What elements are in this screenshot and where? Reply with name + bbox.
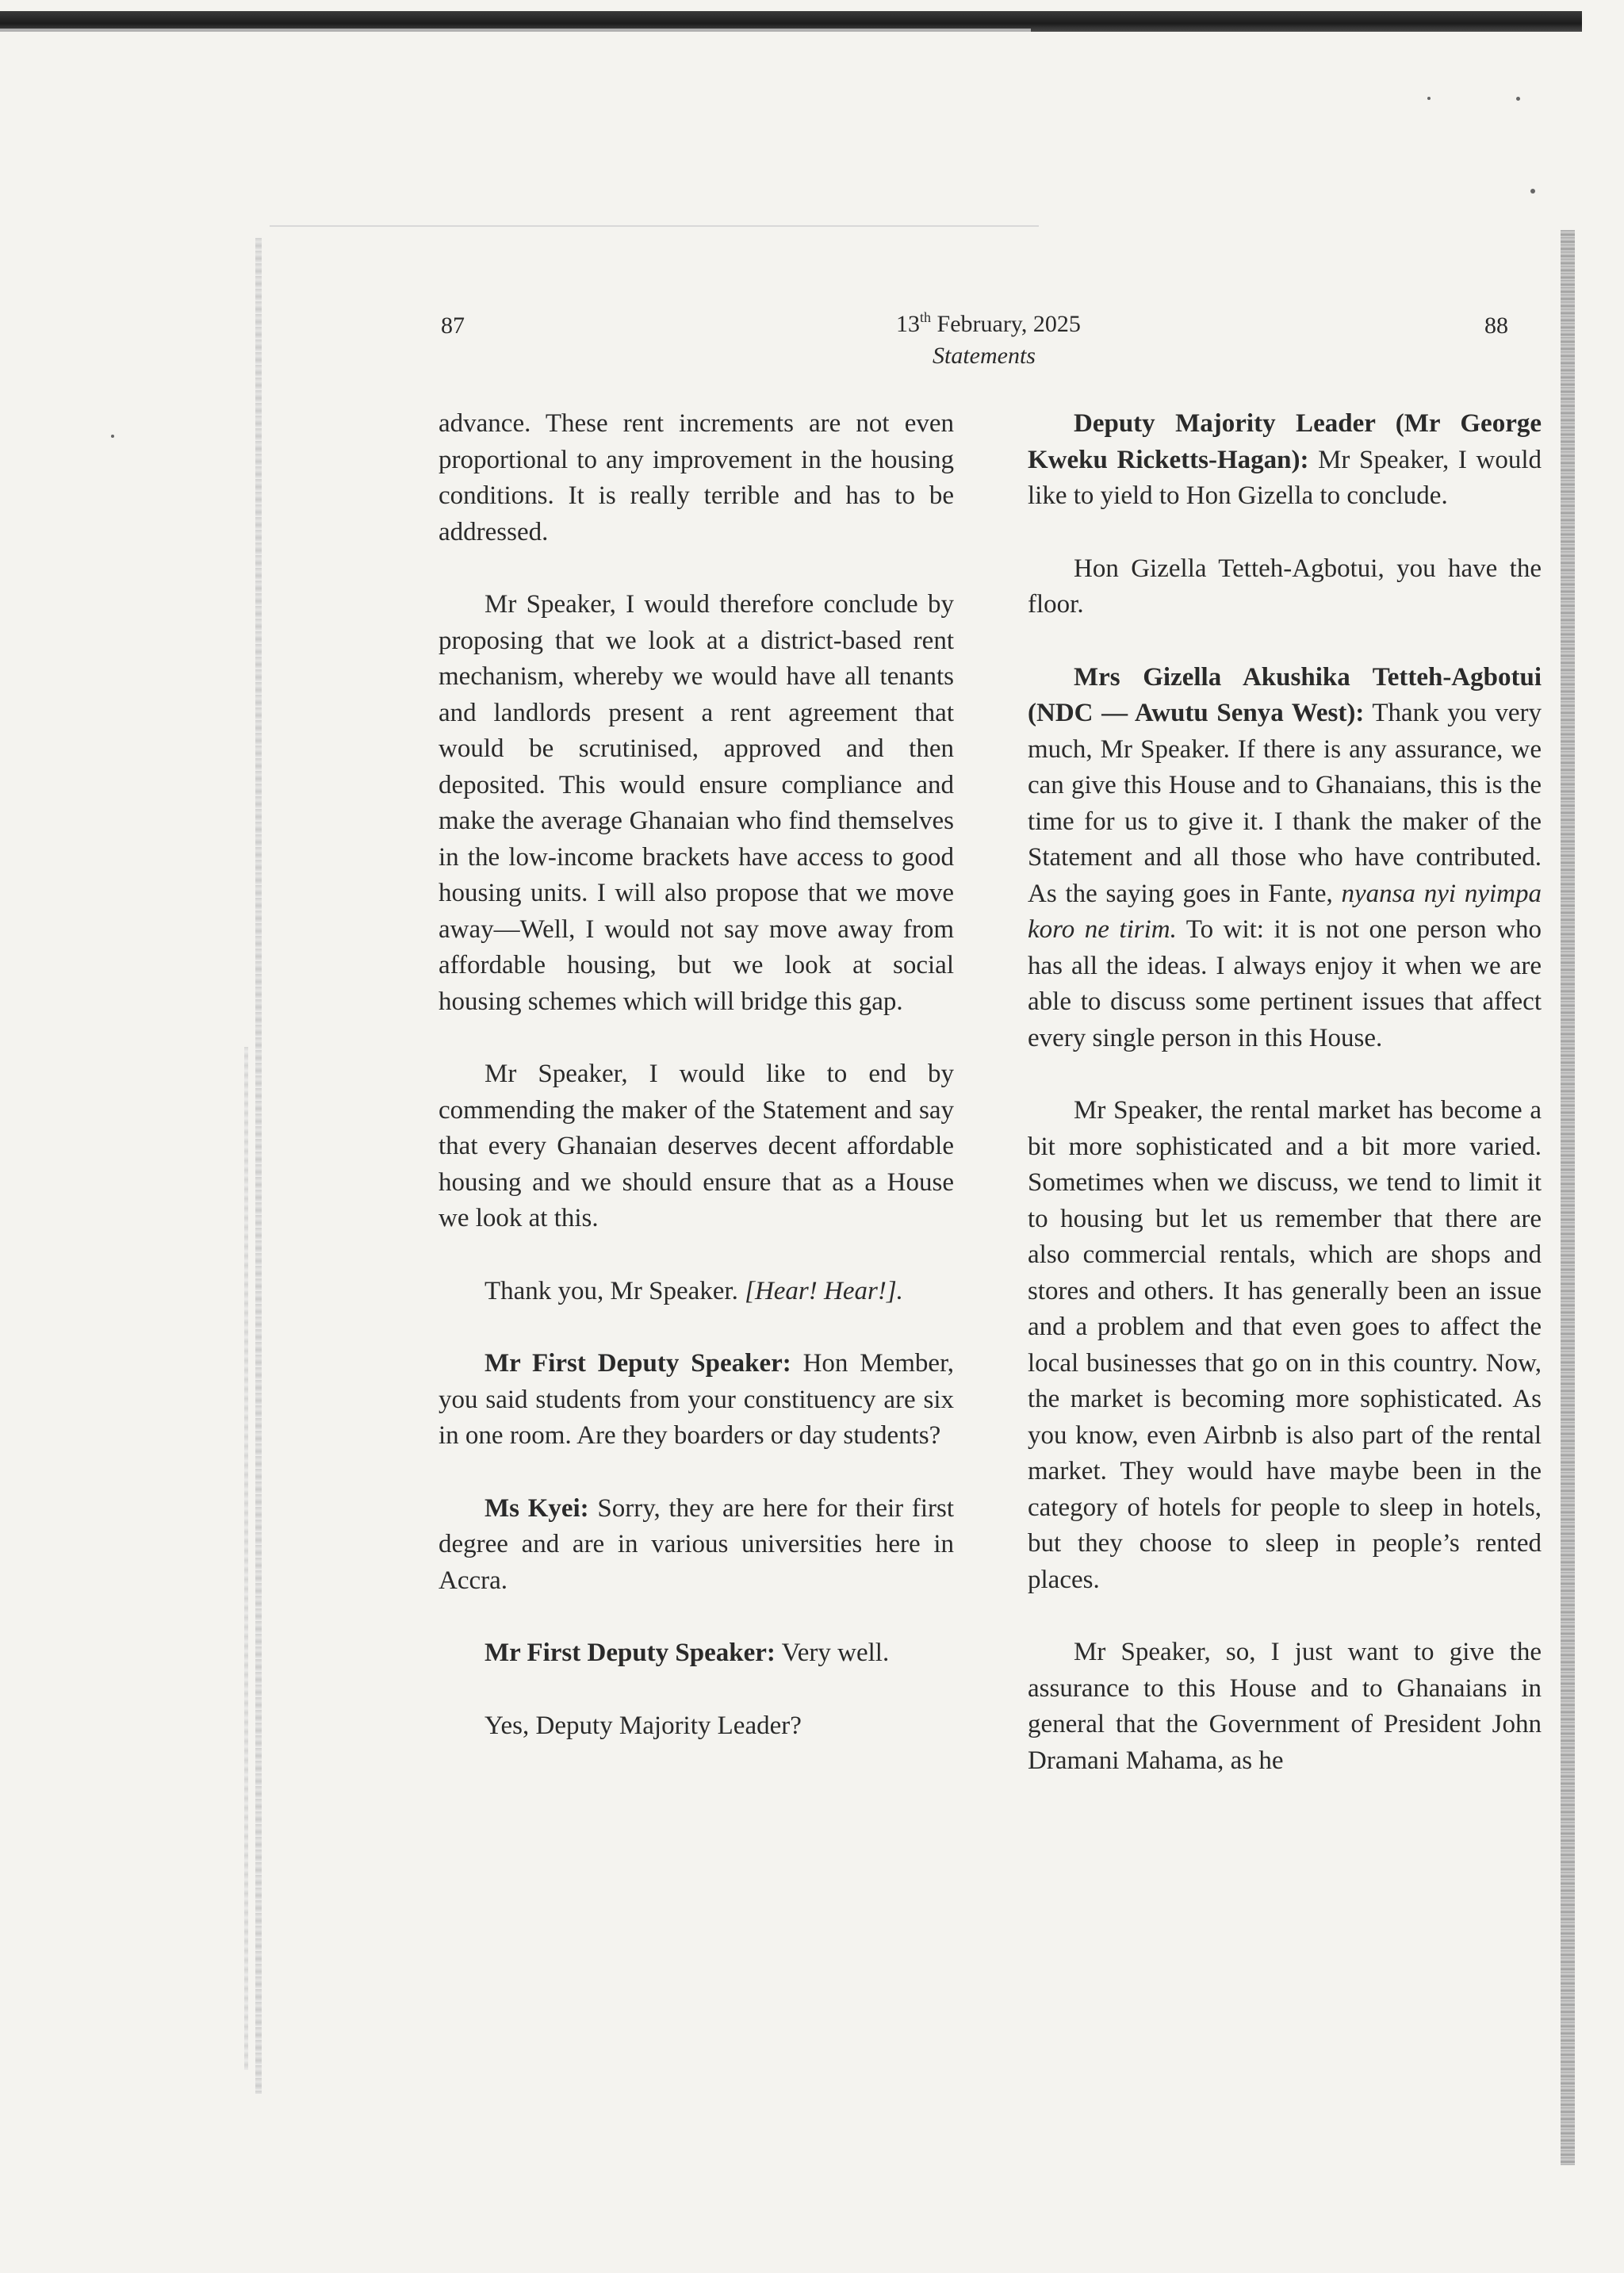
scan-edge-left-inner <box>244 1047 248 2070</box>
paragraph-text: Thank you, Mr Speaker. <box>485 1276 745 1305</box>
interjection: [Hear! Hear!]. <box>745 1276 903 1305</box>
scan-frame-top <box>270 225 1039 227</box>
paragraph-text: To wit: it is not one person who has all the ideas. I always enjoy it when we are able to discuss some pertinent issues that affect every single person in this House. <box>1028 915 1542 1052</box>
page-number-left: 87 <box>441 312 465 339</box>
header-date <box>896 310 1081 339</box>
paragraph: Mr Speaker, I would therefore conclude by proposing that we look at a district-based rent mechanism, whereby we would have all tenants and landlords present a rent agreement that would be scrutinised, approved and then deposited. This would ensure compliance and make the average Ghanaian who find themselves in the low-income brackets have access to good housing units. I will also propose that we move away—Well, I would not say move away from affordable housing, but we look at social housing schemes which will bridge this gap. <box>439 590 954 1016</box>
paragraph: advance. These rent increments are not even proportional to any improvement in the housing conditions. It is really terrible and has to be addressed. <box>439 409 954 546</box>
fante-saying: nyansa nyi nyimpa koro ne tirim. <box>1028 879 1542 944</box>
paragraph: Mr Speaker, so, I just want to give the assurance to this House and to Ghanaians in general that the Government of President John Dramani Mahama, as he <box>1028 1638 1542 1775</box>
page-number-right: 88 <box>1484 312 1508 339</box>
scan-speck <box>1427 97 1431 100</box>
speaker-name: Ms Kyei: <box>485 1493 589 1523</box>
left-column <box>439 406 954 1780</box>
paragraph-text: Thank you very much, Mr Speaker. If there is any assurance, we can give this House and to Ghanaians, this is the time for us to give it. I thank the maker of the Statement and all those who have contributed. As the saying goes in Fante, <box>1028 699 1542 908</box>
scan-edge-left <box>255 238 262 2094</box>
paragraph: Mr Speaker, I would like to end by commending the maker of the Statement and say that every Ghanaian deserves decent affordable housing and we should ensure that as a House we look at this. <box>439 1060 954 1232</box>
section-title: Statements <box>933 343 1036 369</box>
speaker-name: Mr First Deputy Speaker: <box>485 1349 791 1378</box>
speaker-name: Deputy Majority Leader (Mr George Kweku Ricketts-Hagan): <box>1028 409 1542 474</box>
paragraph <box>439 1274 954 1310</box>
paragraph: Yes, Deputy Majority Leader? <box>485 1711 802 1740</box>
right-column <box>1028 406 1542 1815</box>
date-suffix: th <box>920 309 932 325</box>
paragraph-text: Mr Speaker, I would like to yield to Hon Gizella to conclude. <box>1028 445 1542 510</box>
speaker-name: Mrs Gizella Akushika Tetteh-Agbotui (NDC — Awutu Senya West): <box>1028 662 1542 727</box>
scan-speck <box>1530 189 1535 194</box>
paragraph-text: Sorry, they are here for their first degree and are in various universities here in Accra. <box>439 1493 954 1595</box>
scan-speck <box>1516 97 1520 101</box>
scan-speck <box>111 435 114 438</box>
paragraph <box>1028 660 1542 1057</box>
speaker-name: Mr First Deputy Speaker: <box>485 1639 776 1667</box>
paragraph-text: Very well. <box>775 1639 890 1667</box>
paragraph <box>439 1491 954 1600</box>
scan-edge-right <box>1561 230 1575 2165</box>
paragraph-text: Hon Member, you said students from your constituency are six in one room. Are they boarders or day students? <box>439 1349 954 1450</box>
date-rest: February, 2025 <box>931 311 1081 337</box>
paragraph: Mr Speaker, the rental market has become a bit more sophisticated and a bit more varied. Sometimes when we discuss, we tend to limit it to housing but let us remember that there are also commercial rentals, which are shops and stores and others. It has generally been an issue and a problem and that even goes to affect the local businesses that go on in this country. Now, the market is becoming more sophisticated. As you know, even Airbnb is also part of the rental market. They would have maybe been in the category of hotels for people to sleep in hotels, but they choose to sleep in people’s rented places. <box>1028 1096 1542 1594</box>
paragraph: Hon Gizella Tetteh-Agbotui, you have the floor. <box>1028 554 1542 619</box>
scan-line-top <box>0 29 1031 32</box>
date-day: 13 <box>896 311 920 337</box>
paragraph <box>439 1346 954 1455</box>
paragraph <box>439 1635 954 1672</box>
paragraph <box>1028 406 1542 515</box>
